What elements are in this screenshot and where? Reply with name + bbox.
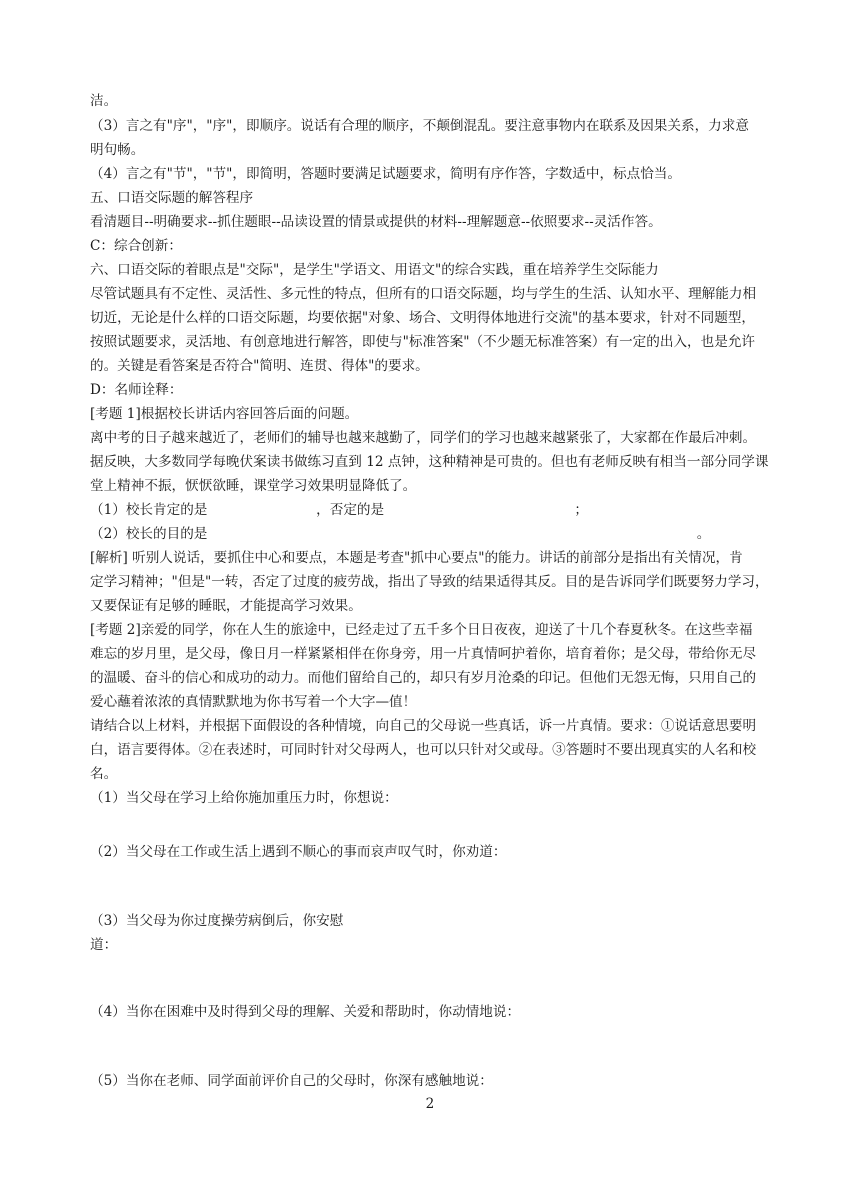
question-item: （1）校长肯定的是 ，否定的是 ； <box>90 502 589 518</box>
analysis-text: 定学习精神；"但是"一转，否定了过度的疲劳战，指出了导致的结果适得其反。目的是告诉同学们既要努力学习， <box>90 574 769 590</box>
text-line: 名。 <box>90 766 118 782</box>
question-title: [考题 2]亲爱的同学，你在人生的旅途中，已经走过了五千多个日日夜夜，迎送了十几个春夏秋冬。在这些幸福 <box>90 622 753 638</box>
question-item: （5）当你在老师、同学面前评价自己的父母时，你深有感触地说： <box>90 1073 493 1089</box>
question-item: （2）当父母在工作或生活上遇到不顺心的事而哀声叹气时，你劝道： <box>90 844 507 860</box>
analysis-text: 又要保证有足够的睡眠，才能提高学习效果。 <box>90 598 362 614</box>
text-line: 离中考的日子越来越近了，老师们的辅导也越来越勤了，同学们的学习也越来越紧张了，大家都在作最后冲刺。 <box>90 430 757 446</box>
section-heading: 五、口语交际题的解答程序 <box>90 190 254 206</box>
question-title: [考题 1]根据校长讲话内容回答后面的问题。 <box>90 406 359 422</box>
text-line: 按照试题要求，灵活地、有创意地进行解答，即使与"标准答案"（不少题无标准答案）有一定的出入，也是允许 <box>90 334 756 350</box>
page-number: 2 <box>425 1096 435 1112</box>
text-line: 的温暖、奋斗的信心和成功的动力。而他们留给自己的，却只有岁月沧桑的印记。但他们无怨无悔，只用自己的 <box>90 670 757 686</box>
text-line: （4）言之有"节"，"节"，即简明，答题时要满足试题要求，简明有序作答，字数适中，标点恰当。 <box>90 166 681 182</box>
text-line: 白，语言要得体。②在表述时，可同时针对父母两人，也可以只针对父或母。③答题时不要出现真实的人名和校 <box>90 742 757 758</box>
question-item: （4）当你在困难中及时得到父母的理解、关爱和帮助时，你动情地说： <box>90 1004 521 1020</box>
text-line: 的。关键是看答案是否符合"简明、连贯、得体"的要求。 <box>90 358 429 374</box>
text-line: 堂上精神不振，恹恹欲睡，课堂学习效果明显降低了。 <box>90 478 417 494</box>
text-line: 洁。 <box>90 93 118 109</box>
question-item: （3）当父母为你过度操劳病倒后，你安慰 <box>90 913 344 929</box>
question-item: （2）校长的目的是 。 <box>90 526 711 542</box>
section-heading: 六、口语交际的着眼点是"交际"，是学生"学语文、用语文"的综合实践，重在培养学生交际能力 <box>90 262 659 278</box>
text-line: 据反映，大多数同学每晚伏案读书做练习直到 12 点钟，这种精神是可贵的。但也有老师反映有相当一部分同学课 <box>90 454 769 470</box>
text-line: （3）言之有"序"，"序"，即顺序。说话有合理的顺序，不颠倒混乱。要注意事物内在联系及因果关系，力求意 <box>90 118 749 134</box>
section-heading: D：名师诠释： <box>90 382 183 398</box>
text-line: 尽管试题具有不定性、灵活性、多元性的特点，但所有的口语交际题，均与学生的生活、认知水平、理解能力相 <box>90 286 757 302</box>
text-line: 道： <box>90 937 118 953</box>
question-item: （1）当父母在学习上给你施加重压力时，你想说： <box>90 790 398 806</box>
analysis-text: [解析] 听别人说话，要抓住中心和要点，本题是考查"抓中心要点"的能力。讲话的前部分是指出有关情况，肯 <box>90 550 743 566</box>
text-line: 爱心蘸着浓浓的真情默默地为你书写着一个大字—值！ <box>90 694 417 710</box>
text-line: 切近，无论是什么样的口语交际题，均要依据"对象、场合、文明得体地进行交流"的基本要求，针对不同题型， <box>90 310 756 326</box>
text-line: 看清题目--明确要求--抓住题眼--品读设置的情景或提供的材料--理解题意--依照要求--灵活作答。 <box>90 214 662 230</box>
text-line: 难忘的岁月里，是父母，像日月一样紧紧相伴在你身旁，用一片真情呵护着你，培育着你；是父母，带给你无尽 <box>90 646 757 662</box>
text-line: 请结合以上材料，并根据下面假设的各种情境，向自己的父母说一些真话，诉一片真情。要求：①说话意思要明 <box>90 718 757 734</box>
text-line: 明句畅。 <box>90 142 145 158</box>
section-heading: C：综合创新： <box>90 238 182 254</box>
